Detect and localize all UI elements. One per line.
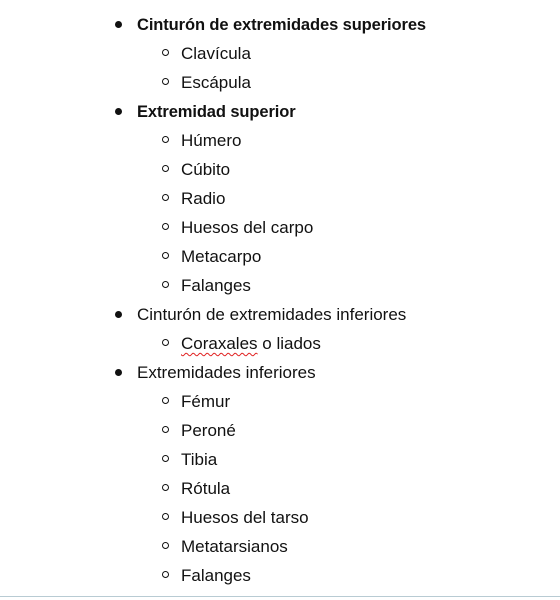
hollow-bullet-icon [162,49,169,56]
list-item-label: Cinturón de extremidades superiores [137,16,426,34]
sub-list [137,126,560,300]
bullet-icon [115,108,122,115]
spellcheck-flagged-word[interactable]: Coraxales [181,334,258,353]
sub-list-item-label: Huesos del carpo [181,218,314,237]
sub-list-item [137,271,560,300]
list-item-label: Cinturón de extremidades inferiores [137,305,407,324]
sub-list-item [137,445,560,474]
sub-list-item-label: Metatarsianos [181,537,288,556]
sub-list-item-label [181,334,321,353]
list-item-cinturon-superiores [0,10,560,97]
sub-list-item [137,503,560,532]
sub-list-item-label: Falanges [181,566,251,585]
sub-list-item-label: Escápula [181,73,251,92]
sub-list-item [137,532,560,561]
hollow-bullet-icon [162,281,169,288]
sub-list-item-label: Húmero [181,131,242,150]
sub-list-item-label: Radio [181,189,226,208]
sub-list-item-label: Huesos del tarso [181,508,309,527]
sub-list-item-label: Metacarpo [181,247,262,266]
sub-list [137,387,560,590]
sub-list-item [137,126,560,155]
hollow-bullet-icon [162,426,169,433]
hollow-bullet-icon [162,78,169,85]
sub-list-item [137,329,560,358]
bullet-icon [115,369,122,376]
list-item-line [137,300,560,329]
hollow-bullet-icon [162,165,169,172]
sub-list-item-label: Clavícula [181,44,251,63]
page-bottom-border [0,596,560,597]
hollow-bullet-icon [162,484,169,491]
sub-list-item [137,416,560,445]
list-item-label: Extremidades inferiores [137,363,316,382]
list-item-cinturon-inferiores [0,300,560,358]
hollow-bullet-icon [162,136,169,143]
sub-list-item-label: Peroné [181,421,236,440]
sub-list-item-label: Rótula [181,479,231,498]
sub-list-item [137,474,560,503]
bullet-icon [115,311,122,318]
sub-list-item [137,68,560,97]
hollow-bullet-icon [162,513,169,520]
sub-list-item [137,242,560,271]
hollow-bullet-icon [162,194,169,201]
sub-list-item [137,39,560,68]
sub-list-item [137,155,560,184]
hollow-bullet-icon [162,339,169,346]
hollow-bullet-icon [162,571,169,578]
list-item-extremidad-superior [0,97,560,300]
hollow-bullet-icon [162,252,169,259]
list-item-line [137,10,560,39]
hollow-bullet-icon [162,397,169,404]
list-item-label: Extremidad superior [137,103,296,121]
hollow-bullet-icon [162,223,169,230]
sub-list-item-label: Tibia [181,450,218,469]
sub-list-item-label: Cúbito [181,160,231,179]
sub-list-item-label: Falanges [181,276,251,295]
list-item-extremidades-inferiores [0,358,560,590]
sub-list [137,39,560,97]
sub-list-item [137,387,560,416]
sub-list-item-label: Fémur [181,392,231,411]
sub-list-item [137,561,560,590]
bullet-list [0,10,560,590]
list-item-line [137,358,560,387]
sub-list [137,329,560,358]
sub-list-item [137,184,560,213]
hollow-bullet-icon [162,542,169,549]
sub-list-item-label-rest: o liados [257,334,321,353]
list-item-line [137,97,560,126]
hollow-bullet-icon [162,455,169,462]
bullet-icon [115,21,122,28]
sub-list-item [137,213,560,242]
